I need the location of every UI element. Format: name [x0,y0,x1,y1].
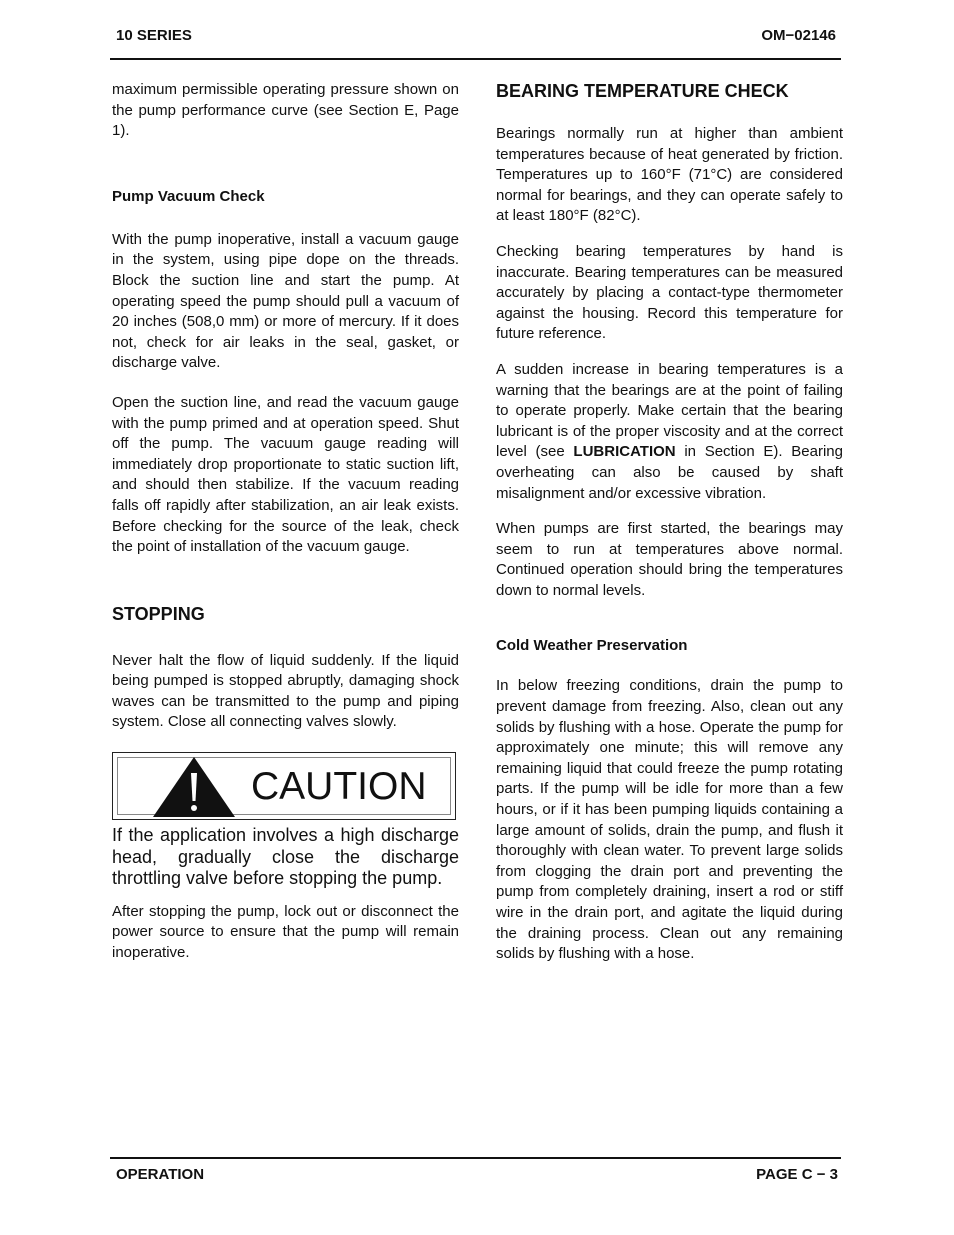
right-column [496,80,843,965]
warning-triangle-icon [149,753,239,821]
left-paragraph-3: Open the suction line, and read the vacuum gauge with the pump primed and at operation speed. Shut off the pump. The vacuum gauge reading will immediately drop proportionate to static suction lift, and should then stabilize. If the vacuum reading falls off rapidly after stabilization, an air leak exists. Before checking for the source of the leak, check the point of installation of the vacuum gauge. [112,393,459,556]
bearing-temperature-heading: BEARING TEMPERATURE CHECK [496,81,789,101]
right-paragraph-2: Checking bearing temperatures by hand is inaccurate. Bearing temperatures can be measured accurately by placing a contact-type thermometer against the housing. Record this temperature for future reference. [496,242,843,343]
cold-weather-heading: Cold Weather Preservation [496,637,688,655]
lubrication-reference: LUBRICATION [573,443,676,461]
right-paragraph-3 [496,360,843,504]
right-paragraph-3-part-a: A sudden increase in bearing temperatures is a warning that the bearings are at the point of failing to operate properly. Make certain that the bearing lubricant is of the proper viscosity and at the correct level (see [496,360,843,461]
caution-label: CAUTION [251,765,427,809]
left-column [112,80,459,963]
header-series: 10 SERIES [116,27,192,44]
left-paragraph-1: maximum permissible operating pressure shown on the pump performance curve (see Section E, Page 1). [112,81,459,140]
pump-vacuum-check-heading: Pump Vacuum Check [112,187,265,205]
footer-page-number: PAGE C − 3 [756,1166,838,1183]
footer-rule [110,1157,841,1159]
caution-banner [112,752,456,820]
left-paragraph-2: With the pump inoperative, install a vacuum gauge in the system, using pipe dope on the threads. Block the suction line and start the pump. At operating speed the pump should pull a vacuum of 20 inches (508,0 mm) or more of mercury. If it does not, check for air leaks in the seal, gasket, or discharge valve. [112,230,459,372]
right-paragraph-3-part-b: in Section E). Bearing overheating can also be caused by shaft misalignment and/or excessive vibration. [496,443,843,502]
right-paragraph-1: Bearings normally run at higher than ambient temperatures because of heat generated by friction. Temperatures up to 160°F (71°C) are considered normal for bearings, and they can operate safely to at least 180°F (82°C). [496,125,843,225]
header-doc-number: OM−02146 [761,27,836,44]
stopping-heading: STOPPING [112,603,205,624]
right-paragraph-5: In below freezing conditions, drain the pump to prevent damage from freezing. Also, clean out any solids by flushing with a hose. Operate the pump for approximately one minute; this will remove any remaining liquid that could freeze the pump rotating parts. If the pump will be idle for more than a few hours, or if it has been pumping liquids containing a large amount of solids, drain the pump, and flush it thoroughly with clean water. To prevent large solids from clogging the drain port and preventing the pump from completely draining, insert a rod or stiff wire in the drain port, and agitate the liquid during the draining process. Clean out any remaining solids by flushing with a hose. [496,677,843,963]
right-paragraph-4: When pumps are first started, the bearings may seem to run at temperatures above normal. Continued operation should bring the temperatures down to normal levels. [496,520,843,599]
caution-message: If the application involves a high discharge head, gradually close the discharge throttling valve before stopping the pump. [112,825,459,889]
footer-section: OPERATION [116,1166,205,1183]
left-paragraph-4: Never halt the flow of liquid suddenly. If the liquid being pumped is stopped abruptly, damaging shock waves can be transmitted to the pump and piping system. Close all connecting valves slowly. [112,651,459,731]
header-rule [110,58,841,60]
left-paragraph-5: After stopping the pump, lock out or disconnect the power source to ensure that the pump will remain inoperative. [112,902,459,961]
